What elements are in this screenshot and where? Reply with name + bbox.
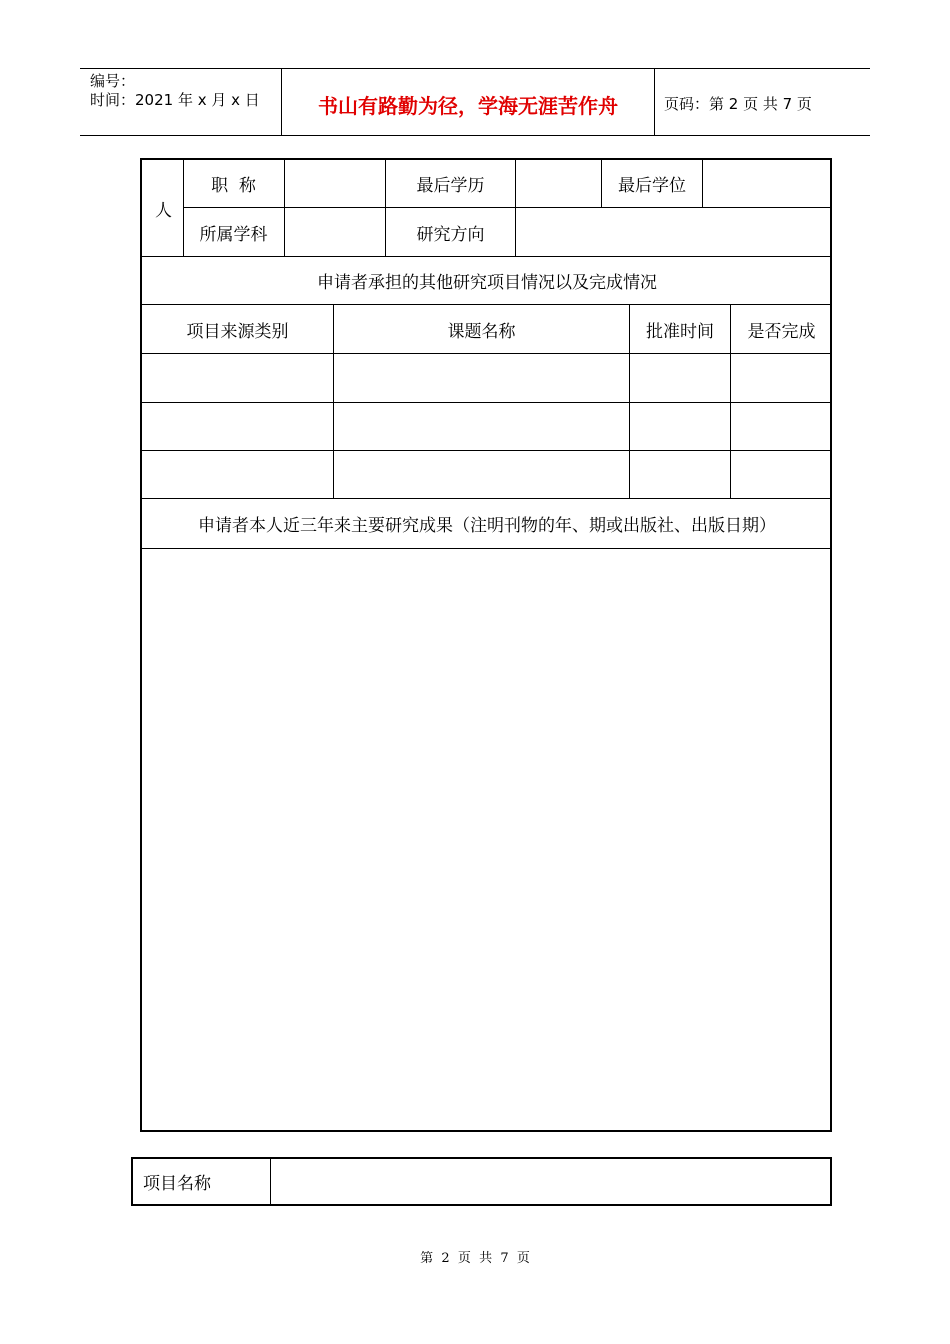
table-cell[interactable]	[731, 403, 832, 450]
table-cell[interactable]	[630, 451, 730, 498]
column-header-project-source: 项目来源类别	[186, 321, 289, 342]
column-header-topic-name: 课题名称	[447, 321, 516, 342]
table-cell[interactable]	[142, 354, 333, 402]
document-date-label: 时间：2021 年 x 月 x 日	[90, 91, 260, 109]
document-number-label: 编号：	[90, 72, 136, 90]
education-label: 最后学历	[416, 176, 485, 196]
table-cell[interactable]	[731, 451, 832, 498]
education-field[interactable]	[516, 160, 601, 207]
applicant-form	[140, 158, 832, 1132]
title-field[interactable]	[285, 160, 385, 207]
achievements-content-area[interactable]	[142, 549, 832, 1130]
table-cell[interactable]	[630, 354, 730, 402]
other-projects-heading: 申请者承担的其他研究项目情况以及完成情况	[317, 273, 657, 293]
header-top-rule	[80, 68, 870, 69]
column-header-approval-time: 批准时间	[646, 321, 714, 342]
applicant-side-label: 人	[155, 200, 172, 221]
page-code: 页码：第 2 页 共 7 页	[664, 95, 812, 113]
table-cell[interactable]	[334, 403, 629, 450]
project-name-field[interactable]	[271, 1159, 830, 1204]
title-label: 职 称	[211, 176, 256, 196]
discipline-label: 所属学科	[199, 224, 268, 245]
header-bottom-rule	[80, 135, 870, 136]
project-name-table	[131, 1157, 832, 1206]
degree-label: 最后学位	[618, 176, 686, 196]
page-footer: 第 2 页 共 7 页	[420, 1251, 530, 1266]
header-motto: 书山有路勤为径，学海无涯苦作舟	[318, 94, 618, 118]
research-direction-field[interactable]	[516, 208, 832, 256]
achievements-heading: 申请者本人近三年来主要研究成果（注明刊物的年、期或出版社、出版日期）	[198, 516, 776, 536]
research-direction-label: 研究方向	[416, 224, 485, 245]
project-name-label: 项目名称	[143, 1174, 211, 1194]
table-cell[interactable]	[142, 403, 333, 450]
table-cell[interactable]	[630, 403, 730, 450]
header-divider-right	[654, 69, 655, 136]
degree-field[interactable]	[703, 160, 832, 207]
table-cell[interactable]	[334, 451, 629, 498]
table-cell[interactable]	[334, 354, 629, 402]
column-header-completed: 是否完成	[747, 321, 816, 342]
table-cell[interactable]	[142, 451, 333, 498]
table-cell[interactable]	[731, 354, 832, 402]
discipline-field[interactable]	[285, 208, 385, 256]
